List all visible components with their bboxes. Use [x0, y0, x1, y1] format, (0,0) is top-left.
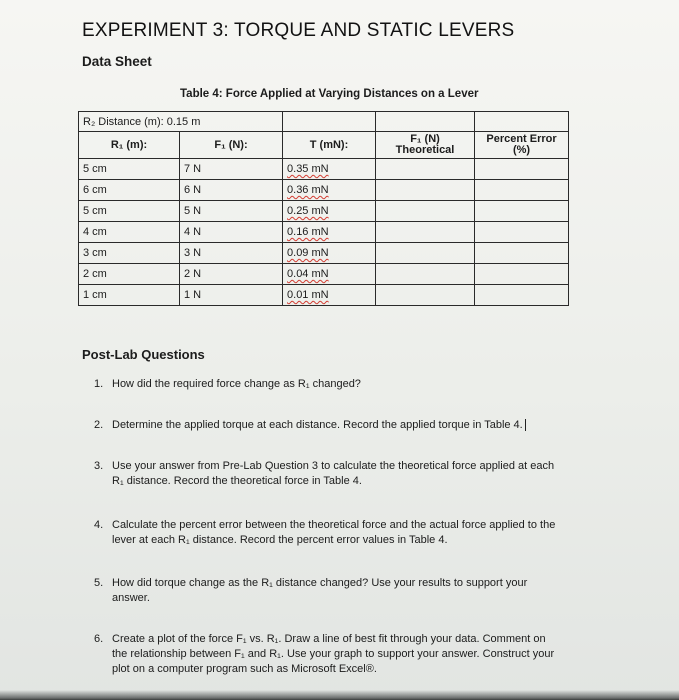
table-row: [79, 201, 569, 222]
question-4: [94, 518, 564, 548]
r1-cell[interactable]: 5 cm: [79, 159, 180, 180]
torque-cell[interactable]: 0.35 mN: [283, 159, 376, 180]
f1-cell[interactable]: 6 N: [180, 180, 283, 201]
empty-cell: [475, 112, 569, 132]
percent-error-cell[interactable]: [475, 243, 569, 264]
f1-cell[interactable]: 5 N: [180, 201, 283, 222]
force-table: [78, 111, 569, 306]
question-text: Calculate the percent error between the theoretical force and the actual force applied to the lever at each R₁ distance. Record the percent error values in Table 4.: [112, 519, 556, 546]
f1-cell[interactable]: 3 N: [180, 243, 283, 264]
distance-row: [79, 112, 569, 132]
question-text: How did torque change as the R₁ distance changed? Use your results to support your answer.: [112, 577, 528, 604]
theoretical-cell[interactable]: [376, 222, 475, 243]
table-caption: Table 4: Force Applied at Varying Distances on a Lever: [180, 88, 479, 100]
question-text-content: Determine the applied torque at each distance. Record the applied torque in Table 4.: [112, 419, 523, 431]
question-number: 5.: [94, 577, 104, 589]
question-6: [94, 632, 564, 677]
torque-cell[interactable]: 0.04 mN: [283, 264, 376, 285]
post-lab-heading: Post-Lab Questions: [82, 347, 205, 362]
text-cursor: [525, 419, 526, 431]
question-text: Create a plot of the force F₁ vs. R₁. Draw a line of best fit through your data. Comment on the relationship between F₁ and R₁. Use your graph to support your answer. Construct your plot on a computer program such as Microsoft Excel®.: [112, 633, 555, 675]
question-text: How did the required force change as R₁ changed?: [112, 378, 361, 390]
table-row: [79, 180, 569, 201]
table-row: [79, 222, 569, 243]
torque-cell[interactable]: 0.16 mN: [283, 222, 376, 243]
f1-cell[interactable]: 4 N: [180, 222, 283, 243]
percent-error-cell[interactable]: [475, 159, 569, 180]
question-number: 2.: [94, 419, 104, 431]
percent-error-cell[interactable]: [475, 285, 569, 306]
r2-distance-cell: R₂ Distance (m): 0.15 m: [79, 112, 283, 132]
percent-error-cell[interactable]: [475, 222, 569, 243]
theoretical-cell[interactable]: [376, 285, 475, 306]
torque-cell[interactable]: 0.09 mN: [283, 243, 376, 264]
f1-cell[interactable]: 1 N: [180, 285, 283, 306]
r1-cell[interactable]: 4 cm: [79, 222, 180, 243]
question-number: 6.: [94, 633, 104, 645]
table-row: [79, 159, 569, 180]
torque-cell[interactable]: 0.25 mN: [283, 201, 376, 222]
header-r1: R₁ (m):: [79, 132, 180, 159]
theoretical-cell[interactable]: [376, 201, 475, 222]
header-f1: F₁ (N):: [180, 132, 283, 159]
question-text: [112, 418, 562, 433]
r1-cell[interactable]: 3 cm: [79, 243, 180, 264]
question-1: [94, 377, 564, 392]
r1-cell[interactable]: 5 cm: [79, 201, 180, 222]
theoretical-cell[interactable]: [376, 264, 475, 285]
r1-cell[interactable]: 2 cm: [79, 264, 180, 285]
empty-cell: [283, 112, 376, 132]
percent-error-cell[interactable]: [475, 264, 569, 285]
question-number: 4.: [94, 519, 104, 531]
torque-cell[interactable]: 0.01 mN: [283, 285, 376, 306]
torque-cell[interactable]: 0.36 mN: [283, 180, 376, 201]
question-5: [94, 576, 564, 606]
theoretical-cell[interactable]: [376, 159, 475, 180]
header-percent-error: Percent Error (%): [475, 132, 569, 159]
percent-error-cell[interactable]: [475, 201, 569, 222]
table-row: [79, 285, 569, 306]
question-number: 3.: [94, 460, 104, 472]
table-row: [79, 243, 569, 264]
question-2: [94, 418, 564, 433]
theoretical-cell[interactable]: [376, 243, 475, 264]
r1-cell[interactable]: 1 cm: [79, 285, 180, 306]
empty-cell: [376, 112, 475, 132]
question-text: Use your answer from Pre-Lab Question 3 to calculate the theoretical force applied at each R₁ distance. Record the theoretical force in Table 4.: [112, 460, 555, 487]
page-title: EXPERIMENT 3: TORQUE AND STATIC LEVERS: [82, 20, 515, 41]
theoretical-cell[interactable]: [376, 180, 475, 201]
header-theoretical: F₁ (N) Theoretical: [376, 132, 475, 159]
percent-error-cell[interactable]: [475, 180, 569, 201]
question-3: [94, 459, 564, 489]
table-row: [79, 264, 569, 285]
header-torque: T (mN):: [283, 132, 376, 159]
header-row: [79, 132, 569, 159]
data-sheet-heading: Data Sheet: [82, 54, 152, 69]
f1-cell[interactable]: 2 N: [180, 264, 283, 285]
f1-cell[interactable]: 7 N: [180, 159, 283, 180]
question-number: 1.: [94, 378, 104, 390]
r1-cell[interactable]: 6 cm: [79, 180, 180, 201]
